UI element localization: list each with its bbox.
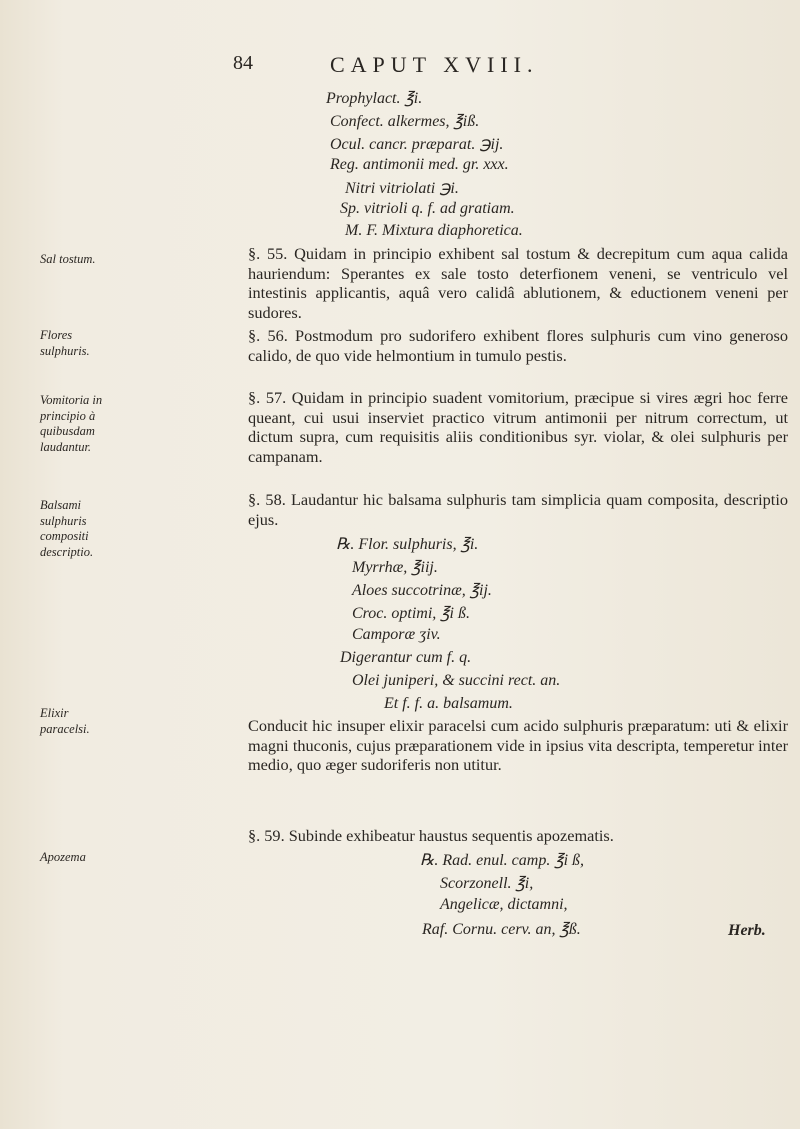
rx-mid-line: Digerantur cum f. q. bbox=[340, 649, 472, 666]
rx-mid-line: ℞. Flor. sulphuris, ℥i. bbox=[336, 536, 479, 553]
rx-mid-line: Aloes succotrinæ, ℥ij. bbox=[352, 582, 492, 599]
rx-bottom-line: ℞. Rad. enul. camp. ℥i ß, bbox=[420, 852, 585, 869]
rx-mid-line: Olei juniperi, & succini rect. an. bbox=[352, 672, 561, 689]
rx-bottom-line: Scorzonell. ℥i, bbox=[440, 875, 534, 892]
margin-note: Apozema bbox=[40, 850, 86, 864]
page-number: 84 bbox=[233, 52, 253, 74]
rx-top-line: Ocul. cancr. præparat. ℈ij. bbox=[330, 136, 504, 153]
margin-note: Sal tostum. bbox=[40, 252, 96, 266]
margin-note: Elixir paracelsi. bbox=[40, 706, 90, 736]
rx-top-line: Sp. vitrioli q. f. ad gratiam. bbox=[340, 200, 515, 217]
rx-top-line: Confect. alkermes, ℥iß. bbox=[330, 113, 480, 130]
paragraph-56: §. 56. Postmodum pro sudorifero exhibent flores sulphuris cum vino generoso calido, de quo vide helmontium in tumulo pestis. bbox=[248, 326, 788, 365]
rx-bottom-line: Raf. Cornu. cerv. an, ℥ß. bbox=[422, 921, 581, 938]
chapter-title: CAPUT XVIII. bbox=[330, 52, 539, 77]
rx-top-line: Nitri vitriolati ℈i. bbox=[345, 180, 459, 197]
rx-mid-line: Et f. f. a. balsamum. bbox=[384, 695, 513, 712]
paragraph-59: §. 59. Subinde exhibeatur haustus sequentis apozematis. bbox=[248, 826, 614, 845]
catchword: Herb. bbox=[728, 922, 766, 939]
paragraph-elixir: Conducit hic insuper elixir paracelsi cum acido sulphuris præparatum: uti & elixir magni thuconis, cujus præparationem vide in ipsius vita descripta, temperetur inter medio, quo æger sudoriferis non utitur. bbox=[248, 716, 788, 775]
rx-mid-line: Croc. optimi, ℥i ß. bbox=[352, 605, 470, 622]
margin-note: Flores sulphuris. bbox=[40, 328, 90, 358]
rx-mid-line: Camporæ ʒiv. bbox=[352, 626, 441, 643]
margin-note: Vomitoria in principio à quibusdam laudantur. bbox=[40, 393, 103, 454]
paragraph-58: §. 58. Laudantur hic balsama sulphuris tam simplicia quam composita, descriptio ejus. bbox=[248, 490, 788, 529]
rx-top-line: Prophylact. ℥i. bbox=[326, 90, 423, 107]
running-header bbox=[0, 52, 800, 82]
paragraph-55: §. 55. Quidam in principio exhibent sal tostum & decrepitum cum aqua calida hauriendum: Sperantes ex sale tosto deterfionem veneni, se ventriculo vel intestinis applicantis, aquâ vero calidâ ablutionem, & eductionem veneni per sudores. bbox=[248, 244, 788, 322]
rx-top-line: Reg. antimonii med. gr. xxx. bbox=[330, 156, 509, 173]
rx-top-line: M. F. Mixtura diaphoretica. bbox=[345, 222, 523, 239]
margin-note: Balsami sulphuris compositi descriptio. bbox=[40, 498, 94, 559]
rx-bottom-line: Angelicæ, dictamni, bbox=[440, 896, 568, 913]
paragraph-57: §. 57. Quidam in principio suadent vomitorium, præcipue si vires ægri hoc ferre queant, cui usui inserviet practico vitrum antimonii per nitrum correctum, ut dictum supra, cum requisitis aliis conditionibus syr. violar, & olei sulphuris per campanam. bbox=[248, 388, 788, 466]
rx-mid-line: Myrrhæ, ℥iij. bbox=[352, 559, 438, 576]
